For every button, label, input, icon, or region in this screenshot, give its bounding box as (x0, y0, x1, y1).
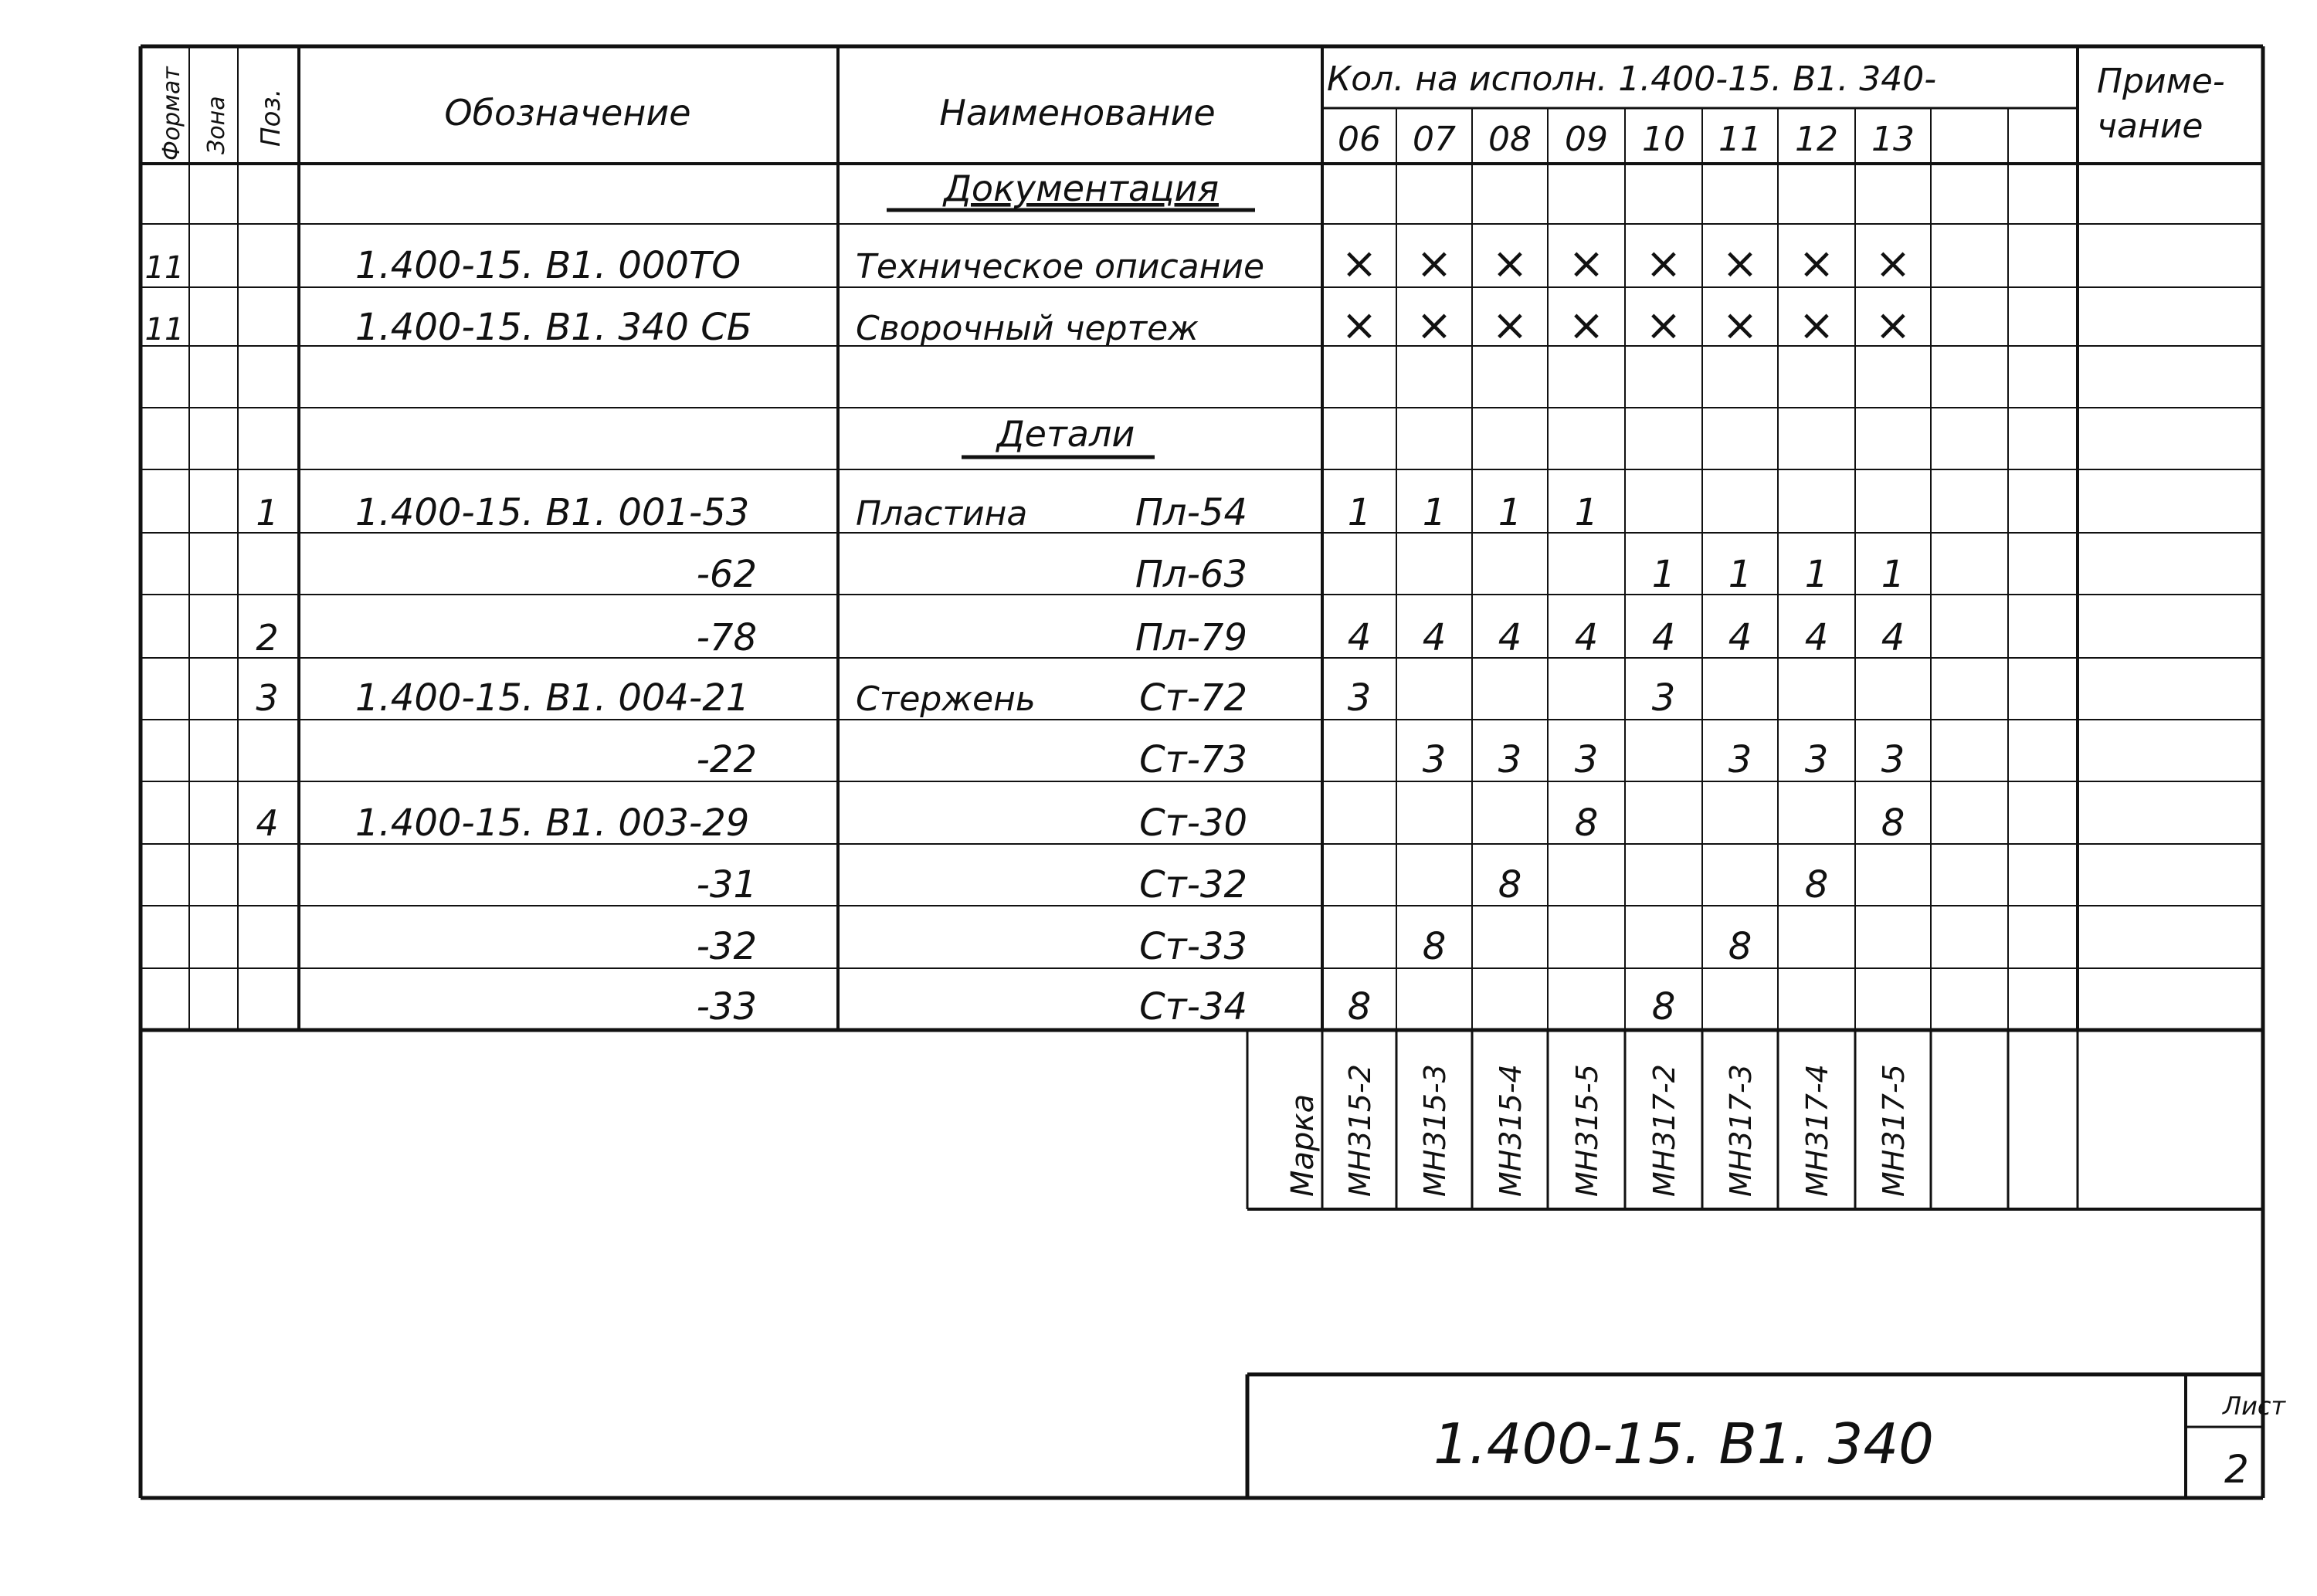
cell-qty: × (1568, 239, 1605, 289)
marka-value: МН317-2 (1647, 1064, 1681, 1197)
cell-qty: 1 (1804, 553, 1829, 596)
cell-qty: 3 (1804, 738, 1829, 781)
cell-qty: × (1416, 300, 1453, 351)
cell-qty: 1 (1347, 491, 1372, 534)
marka-value: МН315-5 (1570, 1064, 1604, 1197)
variant-header: 08 (1488, 120, 1532, 159)
cell-pos: 2 (256, 617, 279, 659)
cell-mark: Пл-63 (1135, 553, 1247, 596)
cell-qty: 3 (1574, 738, 1599, 781)
header-name: Наименование (939, 92, 1216, 134)
variant-header: 06 (1338, 120, 1381, 159)
cell-designation: -78 (696, 616, 757, 659)
marka-value: МН317-3 (1724, 1064, 1758, 1197)
cell-qty: 8 (1651, 985, 1676, 1028)
cell-designation: 1.400-15. В1. 001-53 (355, 491, 750, 534)
cell-qty: 4 (1347, 616, 1372, 659)
cell-mark: Пл-79 (1135, 616, 1247, 659)
header-note-line1: Приме- (2097, 62, 2225, 101)
cell-qty: 8 (1881, 801, 1905, 845)
cell-qty: 8 (1422, 925, 1447, 968)
marka-value: МН315-4 (1494, 1064, 1528, 1197)
cell-designation: 1.400-15. В1. 003-29 (355, 801, 750, 845)
doc-number: 1.400-15. В1. 340 (1433, 1411, 1934, 1476)
cell-qty: × (1568, 300, 1605, 351)
cell-qty: × (1645, 300, 1682, 351)
section-documentation: Документация (943, 168, 1220, 209)
cell-qty: 4 (1651, 616, 1676, 659)
cell-mark: Ст-72 (1139, 676, 1247, 720)
header-qty-title: Кол. на исполн. 1.400-15. В1. 340- (1327, 59, 1937, 99)
variant-header: 10 (1642, 120, 1685, 159)
cell-qty: × (1491, 300, 1528, 351)
cell-name: Стержень (856, 679, 1036, 719)
marka-value: МН315-2 (1343, 1064, 1377, 1197)
cell-qty: 1 (1574, 491, 1599, 534)
cell-qty: 3 (1498, 738, 1522, 781)
cell-qty: × (1341, 239, 1378, 289)
header-format: Формат (158, 66, 185, 161)
cell-mark: Ст-73 (1139, 738, 1247, 781)
cell-qty: 1 (1498, 491, 1522, 534)
cell-qty: × (1722, 300, 1759, 351)
cell-designation: -22 (696, 738, 757, 781)
marka-label: Марка (1285, 1093, 1321, 1197)
cell-qty: × (1722, 239, 1759, 289)
cell-qty: 8 (1574, 801, 1599, 845)
cell-qty: 1 (1728, 553, 1752, 596)
cell-qty: 1 (1881, 553, 1905, 596)
cell-designation: 1.400-15. В1. 004-21 (355, 676, 750, 720)
cell-qty: 8 (1728, 925, 1752, 968)
header-note-line2: чание (2097, 107, 2203, 146)
cell-qty: 8 (1347, 985, 1372, 1028)
cell-designation: -62 (696, 553, 757, 596)
marka-value: МН317-5 (1877, 1064, 1911, 1197)
variant-header: 07 (1413, 120, 1456, 159)
variant-header: 11 (1718, 120, 1762, 159)
cell-qty: 8 (1498, 863, 1522, 906)
header-pos: Поз. (256, 88, 287, 147)
cell-qty: 4 (1498, 616, 1522, 659)
cell-mark: Ст-34 (1139, 985, 1247, 1028)
cell-qty: × (1341, 300, 1378, 351)
cell-qty: × (1645, 239, 1682, 289)
cell-qty: 4 (1422, 616, 1447, 659)
cell-qty: × (1874, 300, 1912, 351)
cell-designation: -31 (696, 863, 757, 906)
cell-qty: × (1416, 239, 1453, 289)
cell-qty: × (1874, 239, 1912, 289)
cell-name: Техническое описание (856, 247, 1265, 286)
marka-value: МН317-4 (1800, 1064, 1834, 1197)
cell-pos: 1 (256, 492, 279, 534)
cell-qty: 8 (1804, 863, 1829, 906)
header-designation: Обозначение (444, 92, 691, 134)
cell-mark: Ст-32 (1139, 863, 1247, 906)
cell-designation: 1.400-15. В1. 000ТО (355, 244, 741, 287)
variant-header: 12 (1795, 120, 1838, 159)
cell-qty: 4 (1881, 616, 1905, 659)
cell-qty: 4 (1574, 616, 1599, 659)
cell-qty: × (1491, 239, 1528, 289)
cell-qty: 3 (1728, 738, 1752, 781)
sheet-number: 2 (2224, 1447, 2249, 1492)
cell-qty: 1 (1422, 491, 1447, 534)
cell-qty: 3 (1422, 738, 1447, 781)
header-zone: Зона (203, 96, 230, 154)
cell-qty: 3 (1347, 676, 1372, 720)
variant-header: 13 (1871, 120, 1915, 159)
cell-mark: Пл-54 (1135, 491, 1247, 534)
variant-header: 09 (1565, 120, 1608, 159)
cell-qty: 3 (1881, 738, 1905, 781)
cell-designation: 1.400-15. В1. 340 СБ (355, 306, 752, 349)
section-parts: Детали (996, 413, 1135, 455)
cell-format: 11 (144, 250, 185, 286)
cell-name: Пластина (856, 494, 1028, 534)
cell-format: 11 (144, 312, 185, 347)
sheet-label: Лист (2223, 1391, 2286, 1421)
cell-designation: -32 (696, 925, 757, 968)
marka-value: МН315-3 (1418, 1064, 1452, 1197)
cell-qty: 1 (1651, 553, 1676, 596)
cell-qty: 4 (1728, 616, 1752, 659)
cell-pos: 3 (256, 677, 279, 719)
cell-name: Сворочный чертеж (856, 309, 1199, 348)
cell-qty: 3 (1651, 676, 1676, 720)
cell-qty: × (1798, 300, 1835, 351)
cell-pos: 4 (256, 802, 279, 844)
cell-mark: Ст-30 (1139, 801, 1247, 845)
cell-qty: 4 (1804, 616, 1829, 659)
cell-designation: -33 (696, 985, 757, 1028)
cell-mark: Ст-33 (1139, 925, 1247, 968)
cell-qty: × (1798, 239, 1835, 289)
